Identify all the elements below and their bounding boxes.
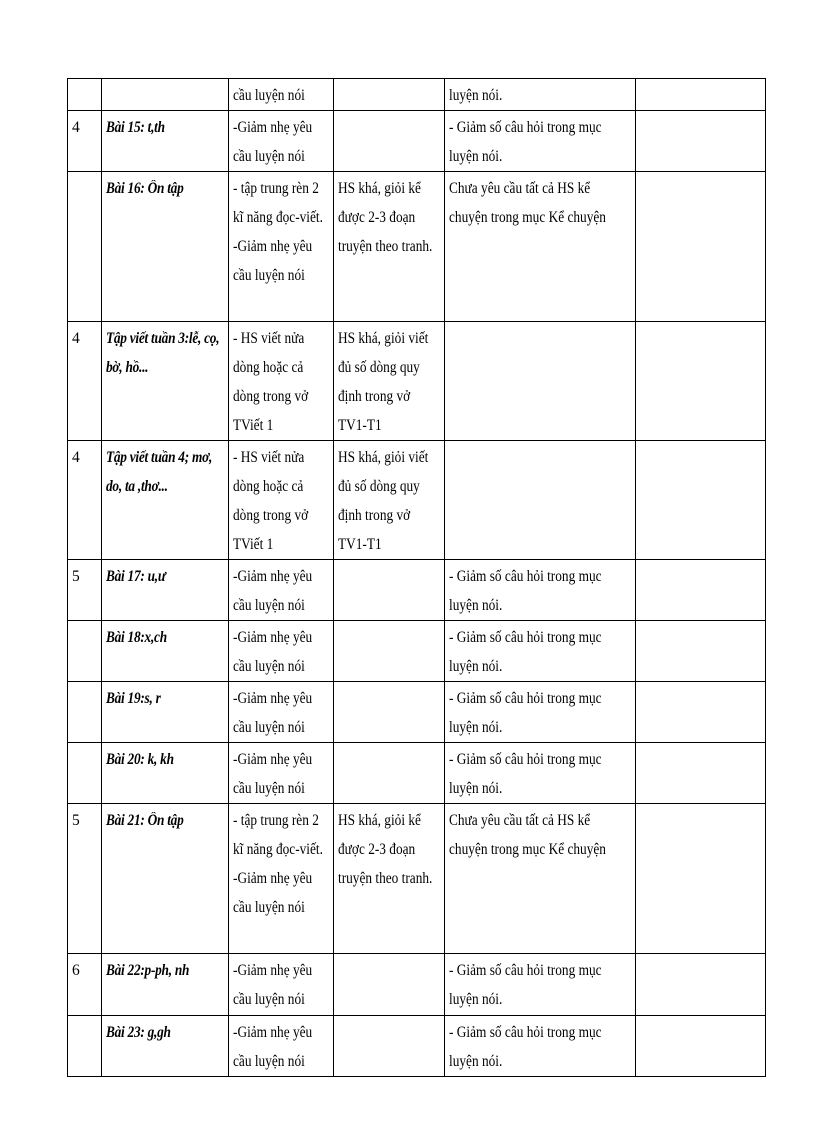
advanced-student-cell [333,322,444,441]
reduce-requirement-cell-text: - HS viết nửa dòng hoặc cả dòng trong vở TViết 1 [233,449,309,553]
week-cell [68,682,102,743]
reduce-requirement-cell [229,79,333,111]
lesson-cell [102,804,229,954]
lesson-cell-text: Bài 22:p-ph, nh [106,962,190,979]
lesson-cell [102,1016,229,1077]
note-cell-text: - Giảm số câu hỏi trong mục luyện nói. [449,690,602,736]
lesson-cell [102,743,229,804]
table-row [68,322,766,441]
note-cell [445,79,636,111]
advanced-student-cell [333,79,444,111]
extra-cell [635,743,765,804]
advanced-student-cell-text: HS khá, giỏi kể được 2-3 đoạn truyện theo tranh. [337,180,433,255]
advanced-student-cell [333,743,444,804]
table-row [68,804,766,954]
week-cell: 4 [68,322,102,441]
table-row [68,743,766,804]
week-cell [68,1016,102,1077]
note-cell-text: - Giảm số câu hỏi trong mục luyện nói. [449,962,602,1008]
note-cell-text: - Giảm số câu hỏi trong mục luyện nói. [449,751,602,797]
advanced-student-cell [333,804,444,954]
reduce-requirement-cell-text: -Giảm nhẹ yêu cầu luyện nói [233,1024,313,1070]
note-cell [445,954,636,1016]
lesson-cell-text: Tập viết tuần 4; mơ, do, ta ,thơ... [106,449,213,495]
note-cell-text: - Giảm số câu hỏi trong mục luyện nói. [449,1024,602,1070]
advanced-student-cell [333,1016,444,1077]
lesson-cell-text: Tập viết tuần 3:lễ, cọ, bờ, hồ... [106,330,220,376]
week-cell: 5 [68,560,102,621]
reduce-requirement-cell [229,804,333,954]
note-cell [445,621,636,682]
advanced-student-cell [333,621,444,682]
table-row [68,682,766,743]
table-row [68,1016,766,1077]
table-row [68,954,766,1016]
week-cell [68,79,102,111]
advanced-student-cell [333,111,444,172]
advanced-student-cell-text: HS khá, giỏi kể được 2-3 đoạn truyện theo tranh. [337,812,433,887]
advanced-student-cell-text: HS khá, giỏi viết đủ số dòng quy định trong vở TV1-T1 [337,449,429,553]
advanced-student-cell [333,954,444,1016]
table-row [68,621,766,682]
reduce-requirement-cell [229,954,333,1016]
note-cell-text: - Giảm số câu hỏi trong mục luyện nói. [449,119,602,165]
extra-cell [635,79,765,111]
note-cell-text: Chưa yêu cầu tất cả HS kể chuyện trong mục Kể chuyện [449,180,607,226]
reduce-requirement-cell [229,560,333,621]
lesson-cell [102,111,229,172]
reduce-requirement-cell-text: - HS viết nửa dòng hoặc cả dòng trong vở TViết 1 [233,330,309,434]
note-cell-text: - Giảm số câu hỏi trong mục luyện nói. [449,568,602,614]
advanced-student-cell [333,682,444,743]
advanced-student-cell [333,441,444,560]
advanced-student-cell [333,172,444,322]
advanced-student-cell-text: HS khá, giỏi viết đủ số dòng quy định trong vở TV1-T1 [337,330,429,434]
lesson-cell-text: Bài 19:s, r [106,690,161,707]
note-cell [445,172,636,322]
table-row [68,172,766,322]
lesson-cell-text: Bài 15: t,th [106,119,165,136]
lesson-cell [102,172,229,322]
reduce-requirement-cell [229,172,333,322]
reduce-requirement-cell [229,441,333,560]
table-row [68,79,766,111]
table-row [68,441,766,560]
lesson-cell [102,560,229,621]
lesson-cell [102,441,229,560]
reduce-requirement-cell-text: - tập trung rèn 2 kĩ năng đọc-viết. -Giảm nhẹ yêu cầu luyện nói [233,812,324,916]
note-cell [445,804,636,954]
note-cell [445,560,636,621]
extra-cell [635,322,765,441]
week-cell: 6 [68,954,102,1016]
reduce-requirement-cell-text: -Giảm nhẹ yêu cầu luyện nói [233,119,313,165]
reduce-requirement-cell-text: - tập trung rèn 2 kĩ năng đọc-viết. -Giảm nhẹ yêu cầu luyện nói [233,180,324,284]
week-cell: 4 [68,441,102,560]
reduce-requirement-cell [229,621,333,682]
lesson-cell [102,682,229,743]
table-body [68,79,766,1077]
note-cell [445,682,636,743]
reduce-requirement-cell-text: -Giảm nhẹ yêu cầu luyện nói [233,629,313,675]
week-cell [68,743,102,804]
note-cell-text: Chưa yêu cầu tất cả HS kể chuyện trong mục Kể chuyện [449,812,607,858]
extra-cell [635,804,765,954]
week-cell [68,621,102,682]
reduce-requirement-cell-text: -Giảm nhẹ yêu cầu luyện nói [233,751,313,797]
reduce-requirement-cell-text: -Giảm nhẹ yêu cầu luyện nói [233,690,313,736]
note-cell [445,743,636,804]
note-cell [445,1016,636,1077]
extra-cell [635,621,765,682]
reduce-requirement-cell [229,322,333,441]
lesson-cell [102,621,229,682]
lesson-cell [102,322,229,441]
note-cell [445,111,636,172]
table-row [68,111,766,172]
reduce-requirement-cell [229,743,333,804]
reduce-requirement-cell [229,111,333,172]
extra-cell [635,560,765,621]
lesson-cell-text: Bài 17: u,ư [106,568,166,585]
lesson-cell [102,79,229,111]
week-cell: 4 [68,111,102,172]
extra-cell [635,172,765,322]
week-cell [68,172,102,322]
lesson-adjustment-table [67,78,766,1077]
lesson-cell [102,954,229,1016]
lesson-cell-text: Bài 18:x,ch [106,629,167,646]
reduce-requirement-cell [229,682,333,743]
advanced-student-cell [333,560,444,621]
reduce-requirement-cell-text: -Giảm nhẹ yêu cầu luyện nói [233,568,313,614]
extra-cell [635,1016,765,1077]
reduce-requirement-cell [229,1016,333,1077]
lesson-cell-text: Bài 16: Ôn tập [106,180,184,197]
week-cell: 5 [68,804,102,954]
lesson-cell-text: Bài 21: Ôn tập [106,812,184,829]
extra-cell [635,954,765,1016]
lesson-cell-text: Bài 20: k, kh [106,751,174,768]
note-cell [445,322,636,441]
extra-cell [635,682,765,743]
reduce-requirement-cell-text: -Giảm nhẹ yêu cầu luyện nói [233,962,313,1008]
lesson-cell-text: Bài 23: g,gh [106,1024,171,1041]
extra-cell [635,441,765,560]
extra-cell [635,111,765,172]
note-cell-text: - Giảm số câu hỏi trong mục luyện nói. [449,629,602,675]
reduce-requirement-cell-text: cầu luyện nói [233,87,306,104]
note-cell [445,441,636,560]
note-cell-text: luyện nói. [449,87,503,104]
table-row [68,560,766,621]
